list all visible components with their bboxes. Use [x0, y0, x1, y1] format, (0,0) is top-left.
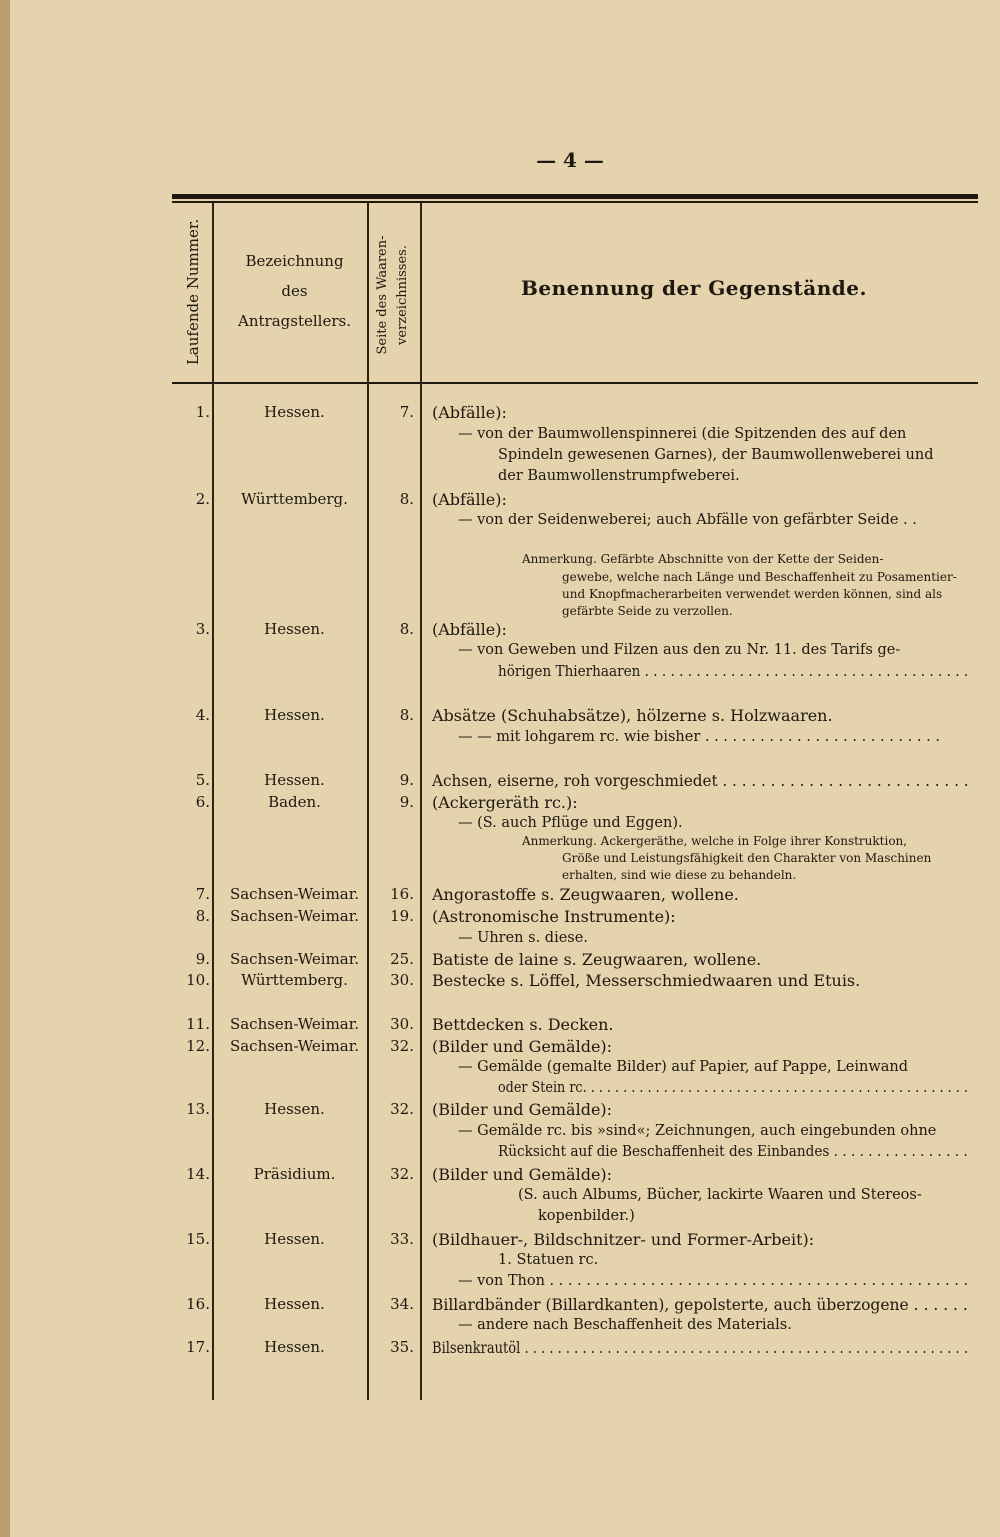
entry-state: Sachsen-Weimar. [229, 950, 360, 968]
entry-page: 33. [390, 1230, 414, 1248]
entry-number: 7. [195, 885, 210, 903]
entry-state: Hessen. [264, 403, 325, 421]
entry-state: Hessen. [264, 620, 325, 638]
note-line: Größe und Leistungsfähigkeit den Charakter von Maschinen [562, 851, 932, 865]
entry-page: 32. [390, 1100, 414, 1118]
entry-state: Hessen. [264, 706, 325, 724]
item-line: (Abfälle): [432, 403, 507, 422]
entry-number: 3. [195, 620, 210, 638]
item-line: — von der Baumwollenspinnerei (die Spitzenden des auf den [458, 426, 907, 442]
entry-state: Sachsen-Weimar. [229, 885, 360, 903]
item-line: Batiste de laine s. Zeugwaaren, wollene. [432, 950, 762, 969]
item-line: — von Thon . . . . . . . . . . . . . . . . . . . . . . . . . . . . . . . . . . . . . . . . . . . . . . [458, 1273, 969, 1289]
item-line: (Abfälle): [432, 490, 507, 509]
item-line: hörigen Thierhaaren . . . . . . . . . . . . . . . . . . . . . . . . . . . . . . . . . . . . . . [498, 664, 969, 680]
entry-number: 12. [186, 1037, 210, 1055]
header-rule [172, 382, 978, 384]
header-applicant-line: des [281, 282, 308, 300]
entry-page: 35. [390, 1338, 414, 1356]
note-line: gewebe, welche nach Länge und Beschaffenheit zu Posamentier- [562, 570, 957, 584]
item-line: 1. Statuen rc. [498, 1252, 599, 1268]
item-line: (S. auch Albums, Bücher, lackirte Waaren und Stereos- [518, 1187, 922, 1203]
item-line: (Astronomische Instrumente): [432, 907, 676, 926]
item-line: (Bilder und Gemälde): [432, 1100, 613, 1119]
entry-number: 6. [195, 793, 210, 811]
entry-number: 4. [195, 706, 210, 724]
entry-page: 34. [390, 1295, 414, 1313]
entry-page: 32. [390, 1165, 414, 1183]
entry-state: Württemberg. [241, 971, 348, 989]
item-line: Bestecke s. Löffel, Messerschmiedwaaren und Etuis. [432, 971, 861, 990]
entry-state: Präsidium. [253, 1165, 336, 1183]
entry-number: 14. [186, 1165, 210, 1183]
entry-state: Hessen. [264, 1338, 325, 1356]
header-page-line: verzeichnisses. [395, 245, 410, 345]
entry-number: 15. [186, 1230, 210, 1248]
header-number-column: Laufende Nummer. [184, 218, 202, 366]
entry-state: Sachsen-Weimar. [229, 1037, 360, 1055]
entry-number: 13. [186, 1100, 210, 1118]
entry-number: 5. [195, 771, 210, 789]
note-line: erhalten, sind wie diese zu behandeln. [562, 868, 797, 882]
item-line: Bilsenkrautöl . . . . . . . . . . . . . . . . . . . . . . . . . . . . . . . . . . . . . . . . . . . . . . . . . . . . . . [432, 1338, 968, 1357]
header-page-line: Seite des Waaren- [375, 235, 390, 355]
top-rule [172, 194, 978, 199]
entry-page: 30. [390, 1015, 414, 1033]
header-page-column [373, 220, 413, 370]
entry-page: 9. [399, 771, 414, 789]
item-line: oder Stein rc. . . . . . . . . . . . . . . . . . . . . . . . . . . . . . . . . . . . . . . . . . . . . . . . [498, 1080, 968, 1096]
entry-number: 9. [195, 950, 210, 968]
item-line: (Abfälle): [432, 620, 507, 639]
note-line: Anmerkung. Gefärbte Abschnitte von der Kette der Seiden- [522, 552, 884, 566]
item-line: — Uhren s. diese. [458, 930, 588, 946]
header-applicant-line: Antragstellers. [238, 312, 351, 330]
item-line: Rücksicht auf die Beschaffenheit des Einbandes . . . . . . . . . . . . . . . . [498, 1144, 968, 1160]
item-line: Absätze (Schuhabsätze), hölzerne s. Holzwaaren. [432, 706, 833, 725]
item-line: — — mit lohgarem rc. wie bisher . . . . . . . . . . . . . . . . . . . . . . . . . . [458, 729, 940, 745]
note-line: und Knopfmacherarbeiten verwendet werden können, sind als [562, 587, 943, 601]
entry-page: 16. [390, 885, 414, 903]
item-line: Achsen, eiserne, roh vorgeschmiedet . . . . . . . . . . . . . . . . . . . . . . . . . . [432, 771, 969, 790]
header-applicant-line: Bezeichnung [245, 252, 344, 270]
item-line: — von Geweben und Filzen aus den zu Nr. 11. des Tarifs ge- [458, 642, 901, 658]
entry-number: 10. [186, 971, 210, 989]
item-line: — von der Seidenweberei; auch Abfälle von gefärbter Seide . . [458, 512, 917, 528]
entry-page: 19. [390, 907, 414, 925]
entry-state: Hessen. [264, 1295, 325, 1313]
item-line: Spindeln gewesenen Garnes), der Baumwollenweberei und [498, 447, 934, 463]
item-line: — (S. auch Pflüge und Eggen). [458, 815, 683, 831]
item-line: Billardbänder (Billardkanten), gepolsterte, auch überzogene . . . . . . [432, 1295, 968, 1314]
header-items-column: Benennung der Gegenstände. [521, 276, 867, 300]
entry-state: Sachsen-Weimar. [229, 1015, 360, 1033]
entry-number: 8. [195, 907, 210, 925]
item-line: — Gemälde (gemalte Bilder) auf Papier, auf Pappe, Leinwand [458, 1059, 909, 1075]
top-rule-thin [172, 201, 978, 203]
column-divider-2 [367, 203, 369, 1400]
item-line: — andere nach Beschaffenheit des Materials. [458, 1317, 792, 1333]
entry-page: 32. [390, 1037, 414, 1055]
entry-page: 7. [399, 403, 414, 421]
entry-page: 8. [399, 706, 414, 724]
entry-number: 2. [195, 490, 210, 508]
entry-number: 16. [186, 1295, 210, 1313]
item-line: (Bilder und Gemälde): [432, 1165, 613, 1184]
entry-number: 1. [195, 403, 210, 421]
entry-state: Hessen. [264, 1100, 325, 1118]
item-line: kopenbilder.) [538, 1208, 635, 1224]
item-line: (Ackergeräth rc.): [432, 793, 578, 812]
entry-state: Hessen. [264, 771, 325, 789]
entry-page: 8. [399, 490, 414, 508]
entry-number: 17. [186, 1338, 210, 1356]
item-line: — Gemälde rc. bis »sind«; Zeichnungen, auch eingebunden ohne [458, 1123, 937, 1139]
page-number: — 4 — [536, 148, 604, 172]
item-line: (Bilder und Gemälde): [432, 1037, 613, 1056]
entry-state: Sachsen-Weimar. [229, 907, 360, 925]
entry-state: Württemberg. [241, 490, 348, 508]
item-line: Bettdecken s. Decken. [432, 1015, 614, 1034]
header-applicant-column [222, 246, 367, 336]
item-line: (Bildhauer-, Bildschnitzer- und Former-Arbeit): [432, 1230, 815, 1249]
entry-page: 8. [399, 620, 414, 638]
column-divider-1 [212, 203, 214, 1400]
item-line: Angorastoffe s. Zeugwaaren, wollene. [432, 885, 739, 904]
note-line: Anmerkung. Ackergeräthe, welche in Folge ihrer Konstruktion, [522, 834, 908, 848]
entry-page: 30. [390, 971, 414, 989]
page-edge [0, 0, 10, 1537]
note-line: gefärbte Seide zu verzollen. [562, 604, 733, 618]
entry-state: Baden. [268, 793, 321, 811]
column-divider-3 [420, 203, 422, 1400]
entry-state: Hessen. [264, 1230, 325, 1248]
entry-page: 9. [399, 793, 414, 811]
item-line: der Baumwollenstrumpfweberei. [498, 468, 740, 484]
entry-number: 11. [186, 1015, 210, 1033]
entry-page: 25. [390, 950, 414, 968]
